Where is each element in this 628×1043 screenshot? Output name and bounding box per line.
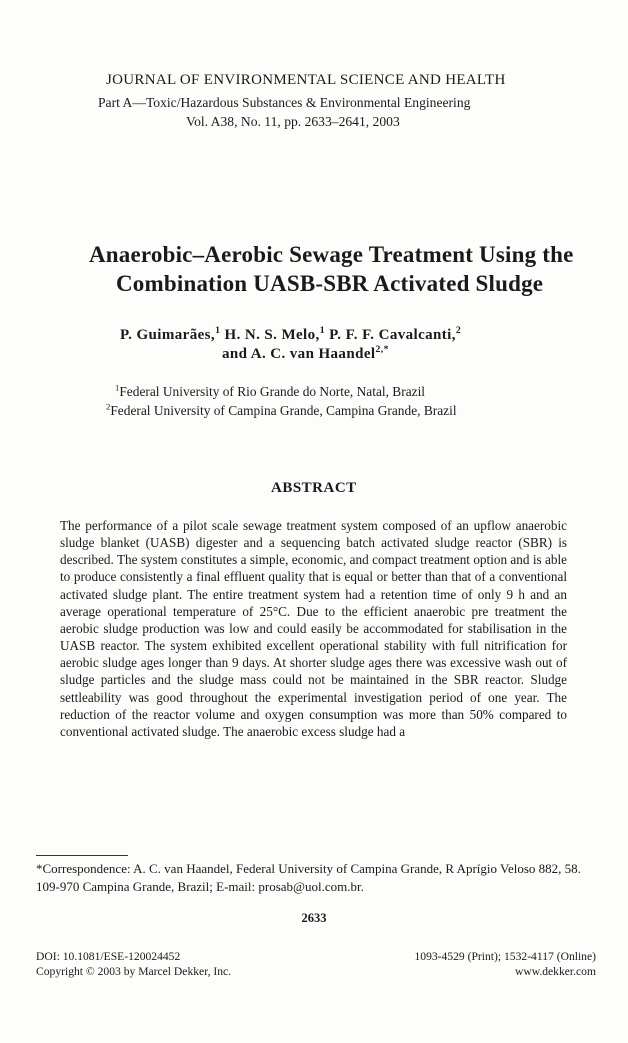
author-cavalcanti-affil: 2	[455, 325, 462, 336]
affiliation-1-text: Federal University of Rio Grande do Norte, Natal, Brazil	[119, 384, 426, 399]
paper-title-line-1: Anaerobic–Aerobic Sewage Treatment Using the	[89, 242, 574, 267]
abstract-heading: ABSTRACT	[271, 480, 357, 496]
abstract-body: The performance of a pilot scale sewage treatment system composed of an upflow anaerobic sludge blanket (UASB) digester and a sequencing batch activated sludge reactor (SBR) is described. The system constitutes a simple, economic, and compact treatment option and is able to produce consistently a final effluent quality that is equal or better than that of a conventional activated sludge plant. The entire treatment system had a retention time of only 9 h and an average operational temperature of 25°C. Due to the efficient anaerobic pre treatment the aerobic sludge production was low and could easily be accommodated for stabilisation in the UASB reactor. The system exhibited excellent operational stability with full nitrification for aerobic sludge ages longer than 9 days. At shorter sludge ages there was excessive wash out of sludge particles and the sludge mass could not be maintained in the SBR reactor. Sludge settleability was good throughout the experimental investigation period of one year. The reduction of the reactor volume and oxygen consumption was more than 50% compared to conventional activated sludge. The anaerobic excess sludge had a	[60, 518, 567, 739]
footnote-rule	[36, 855, 128, 856]
author-cavalcanti: P. F. F. Cavalcanti,	[329, 327, 456, 343]
author-guimaraes: P. Guimarães,	[120, 327, 216, 343]
journal-part: Part A—Toxic/Hazardous Substances & Environmental Engineering	[98, 95, 471, 110]
author-van-haandel-affil: 2,*	[375, 344, 389, 355]
doi: DOI: 10.1081/ESE-120024452	[36, 950, 181, 963]
author-list-line-2	[222, 346, 389, 363]
page-number: 2633	[301, 911, 327, 925]
affiliation-2-mark: 2	[106, 401, 111, 412]
journal-name: JOURNAL OF ENVIRONMENTAL SCIENCE AND HEALTH	[106, 72, 506, 88]
copyright: Copyright © 2003 by Marcel Dekker, Inc.	[36, 965, 232, 978]
author-melo: H. N. S. Melo,	[224, 327, 320, 343]
affiliation-2	[106, 403, 457, 419]
author-van-haandel: and A. C. van Haandel	[222, 346, 376, 362]
affiliation-1-mark: 1	[115, 382, 120, 393]
affiliation-2-text: Federal University of Campina Grande, Campina Grande, Brazil	[110, 403, 457, 418]
publisher-website: www.dekker.com	[514, 965, 596, 978]
affiliation-1	[115, 384, 425, 400]
issn: 1093-4529 (Print); 1532-4117 (Online)	[414, 950, 596, 963]
correspondence-footnote: *Correspondence: A. C. van Haandel, Federal University of Campina Grande, R Aprígio Veloso 882, 58. 109-970 Campina Grande, Brazil; E-mail: prosab@uol.com.br.	[36, 861, 581, 894]
author-guimaraes-affil: 1	[215, 325, 221, 336]
journal-volume: Vol. A38, No. 11, pp. 2633–2641, 2003	[186, 114, 400, 129]
author-melo-affil: 1	[319, 325, 325, 336]
author-list	[120, 327, 461, 344]
paper-title-line-2: Combination UASB-SBR Activated Sludge	[116, 271, 544, 296]
